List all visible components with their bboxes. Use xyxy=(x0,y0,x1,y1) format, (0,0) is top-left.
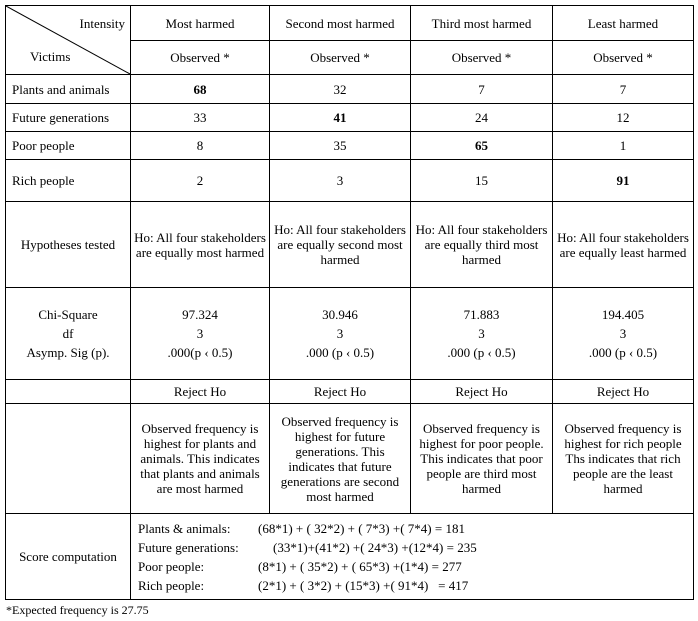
expected-frequency-footnote: *Expected frequency is 27.75 xyxy=(6,603,149,617)
df-value: 3 xyxy=(478,326,485,341)
df-value: 3 xyxy=(196,326,204,341)
decision-cell: Reject Ho xyxy=(270,380,411,404)
chi-square-value: 30.946 xyxy=(322,307,358,322)
chi-square-value: 97.324 xyxy=(182,307,218,322)
interpretation-cell: Observed frequency is highest for future generations. This indicates that future generations are second most harmed xyxy=(270,404,411,514)
table-cell: 33 xyxy=(131,104,270,132)
table-row xyxy=(6,160,694,202)
score-line-expression: (8*1) + ( 35*2) + ( 65*3) +(1*4) = 277 xyxy=(258,558,462,574)
hypotheses-label: Hypotheses tested xyxy=(6,202,131,288)
hypothesis-cell: Ho: All four stakeholders are equally third most harmed xyxy=(411,202,553,288)
interpretation-cell: Observed frequency is highest for plants and animals. This indicates that plants and animals are most harmed xyxy=(131,404,270,514)
column-header: Most harmed xyxy=(131,6,270,41)
row-label: Future generations xyxy=(6,104,131,132)
score-line-expression: (33*1)+(41*2) +( 24*3) +(12*4) = 235 xyxy=(273,539,477,555)
observed-subheader: Observed * xyxy=(131,41,270,75)
table-cell: 65 xyxy=(411,132,553,160)
observed-subheader: Observed * xyxy=(270,41,411,75)
chi-square-value: 194.405 xyxy=(601,307,645,322)
intensity-label: Intensity xyxy=(79,16,125,31)
score-line xyxy=(138,576,690,595)
score-line xyxy=(138,519,690,538)
statistics-cell xyxy=(411,288,553,380)
decision-cell: Reject Ho xyxy=(553,380,694,404)
score-line xyxy=(138,538,690,557)
table-cell: 7 xyxy=(553,75,694,104)
row-label: Rich people xyxy=(6,160,131,202)
significance-value: .000 (p ‹ 0.5) xyxy=(588,345,658,360)
table-cell: 12 xyxy=(553,104,694,132)
table-cell: 8 xyxy=(131,132,270,160)
significance-value: .000 (p ‹ 0.5) xyxy=(447,345,516,360)
decision-cell: Reject Ho xyxy=(411,380,553,404)
table-cell: 68 xyxy=(131,75,270,104)
score-line-expression: (2*1) + ( 3*2) + (15*3) +( 91*4) = 417 xyxy=(258,577,469,593)
victims-label: Victims xyxy=(30,49,71,64)
score-line-expression: (68*1) + ( 32*2) + ( 7*3) +( 7*4) = 181 xyxy=(258,520,465,536)
table-row xyxy=(6,104,694,132)
table-row xyxy=(6,132,694,160)
score-computation-cell xyxy=(131,514,694,600)
column-header: Third most harmed xyxy=(411,6,553,41)
hypotheses-row xyxy=(6,202,694,288)
header-corner-cell xyxy=(6,6,131,75)
score-line xyxy=(138,557,690,576)
df-value: 3 xyxy=(619,326,627,341)
table-cell: 32 xyxy=(270,75,411,104)
score-row xyxy=(6,514,694,600)
statistics-labels xyxy=(6,288,131,380)
table-cell: 2 xyxy=(131,160,270,202)
decision-cell: Reject Ho xyxy=(131,380,270,404)
table-row xyxy=(6,75,694,104)
observed-subheader: Observed * xyxy=(553,41,694,75)
interpretation-cell: Observed frequency is highest for rich people Ths indicates that rich people are the least harmed xyxy=(553,404,694,514)
statistics-cell xyxy=(553,288,694,380)
table-cell: 3 xyxy=(270,160,411,202)
score-label: Score computation xyxy=(6,514,131,600)
df-value: 3 xyxy=(336,326,344,341)
score-line-label: Plants & animals: xyxy=(138,520,231,536)
significance-value: .000 (p ‹ 0.5) xyxy=(305,345,375,360)
score-line-label: Future generations: xyxy=(138,539,239,555)
table-cell: 24 xyxy=(411,104,553,132)
interpretation-cell: Observed frequency is highest for poor people. This indicates that poor people are third most harmed xyxy=(411,404,553,514)
hypothesis-cell: Ho: All four stakeholders are equally second most harmed xyxy=(270,202,411,288)
empty-cell xyxy=(6,380,131,404)
column-header: Least harmed xyxy=(553,6,694,41)
statistics-row xyxy=(6,288,694,380)
df-label: df xyxy=(62,326,74,341)
score-line-label: Rich people: xyxy=(138,577,205,593)
interpretation-row xyxy=(6,404,694,514)
table-cell: 35 xyxy=(270,132,411,160)
row-label: Plants and animals xyxy=(6,75,131,104)
empty-cell xyxy=(6,404,131,514)
table-cell: 7 xyxy=(411,75,553,104)
significance-value: .000(p ‹ 0.5) xyxy=(167,345,233,360)
score-line-label: Poor people: xyxy=(138,558,205,574)
table-cell: 1 xyxy=(553,132,694,160)
table-cell: 91 xyxy=(553,160,694,202)
statistics-cell xyxy=(270,288,411,380)
table-cell: 15 xyxy=(411,160,553,202)
hypothesis-cell: Ho: All four stakeholders are equally most harmed xyxy=(131,202,270,288)
column-header: Second most harmed xyxy=(270,6,411,41)
chi-square-results-table xyxy=(5,5,694,600)
chi-square-label: Chi-Square xyxy=(38,307,98,322)
row-label: Poor people xyxy=(6,132,131,160)
decision-row xyxy=(6,380,694,404)
statistics-cell xyxy=(131,288,270,380)
hypothesis-cell: Ho: All four stakeholders are equally least harmed xyxy=(553,202,694,288)
significance-label: Asymp. Sig (p). xyxy=(26,345,110,360)
chi-square-value: 71.883 xyxy=(463,307,500,322)
table-cell: 41 xyxy=(270,104,411,132)
observed-subheader: Observed * xyxy=(411,41,553,75)
